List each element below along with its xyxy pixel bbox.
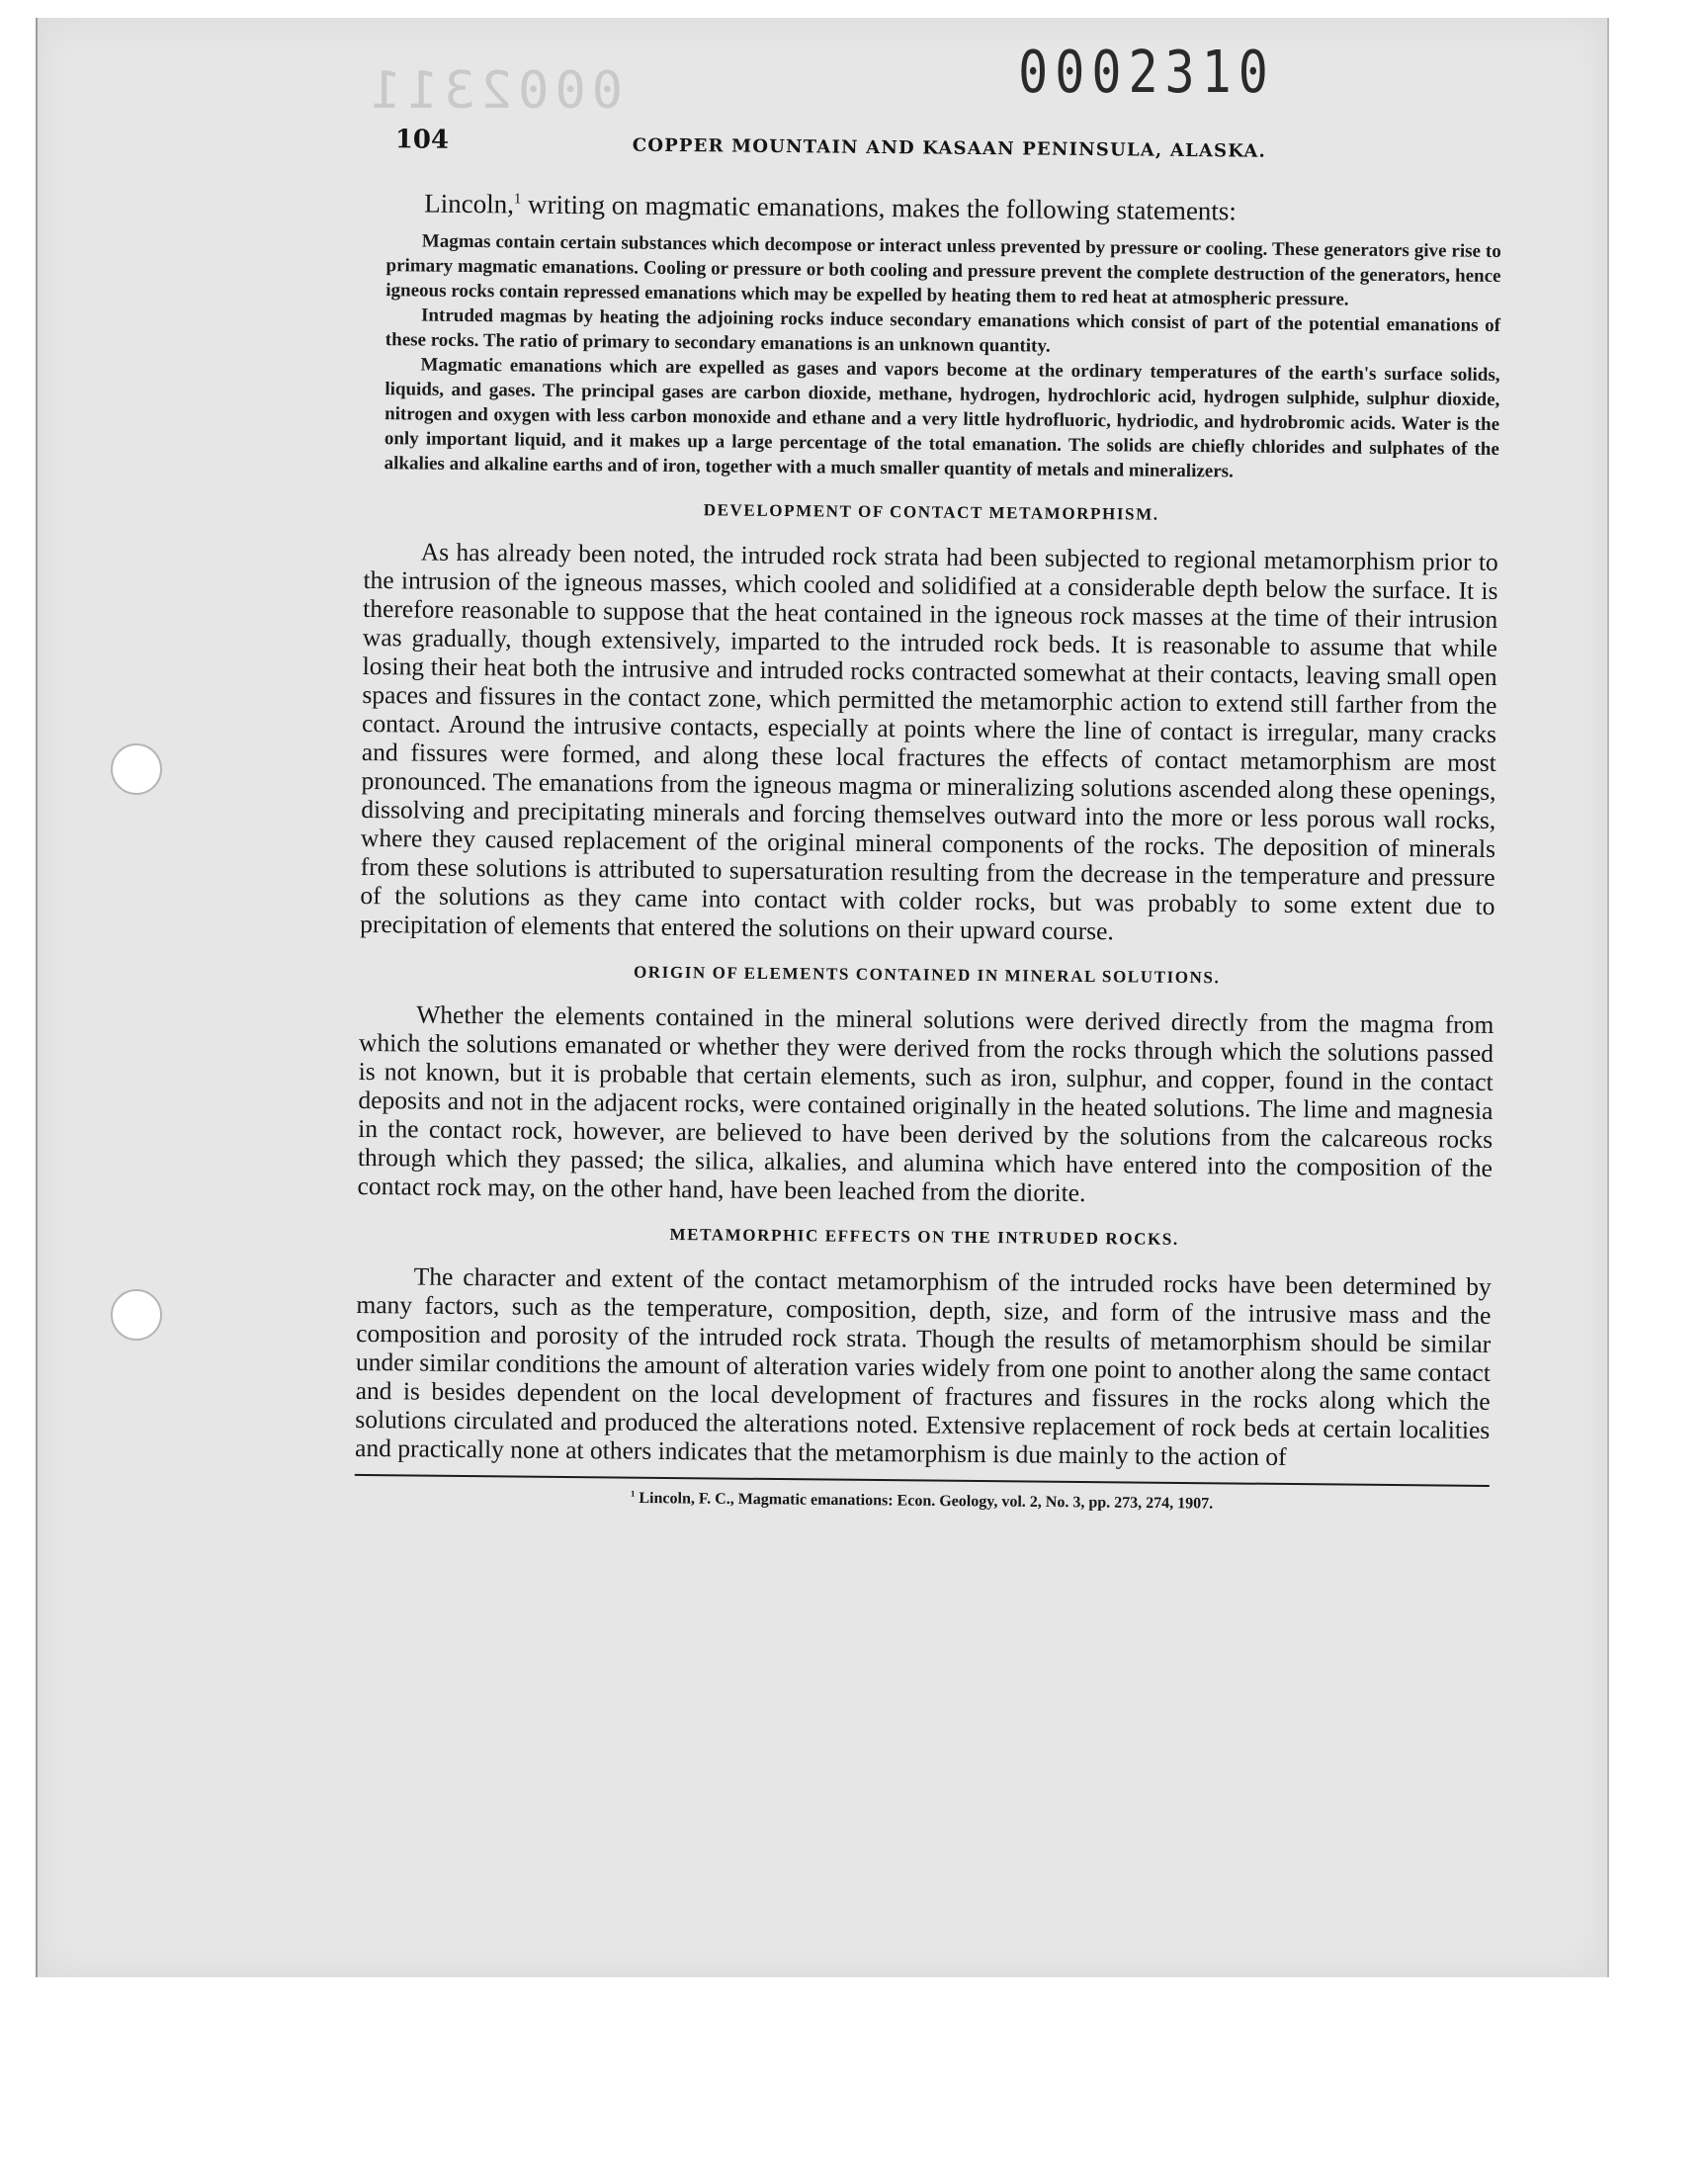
section-heading: METAMORPHIC EFFECTS ON THE INTRUDED ROCKS. [669, 1224, 1179, 1249]
section-heading: DEVELOPMENT OF CONTACT METAMORPHISM. [703, 500, 1159, 524]
punch-hole-lower [111, 1289, 162, 1341]
footnote-marker: 1 [513, 191, 522, 208]
body-paragraph: As has already been noted, the intruded rock strata had been subjected to regional metamorphism prior to the intrusion of the igneous masses, which cooled and solidified at a considerable depth below the surface. It is therefore reasonable to suppose that the heat contained in the igneous rock masses at the time of their intrusion was gradually, though extensively, imparted to the intruded rock beds. It is reasonable to assume that while losing their heat both the intrusive and intruded rocks contracted somewhat at their contacts, leaving small open spaces and fissures in the contact zone, which permitted the metamorphic action to extend still farther from the contact. Around the intrusive contacts, especially at points where the line of contact is irregular, many cracks and fissures were formed, and along these local fractures the effects of contact metamorphism are most pronounced. The emanations from the igneous magma or mineralizing solutions ascended along these openings, dissolving and precipitating minerals and forcing themselves outward into the more or less porous wall rocks, where they caused replacement of the original mineral components of the rocks. The deposition of minerals from these solutions is attributed to supersaturation resulting from the decrease in the temperature and pressure of the solutions as they came into contact with colder rocks, but was probably to some extent due to precipitation of elements that entered the solutions on their upward course. [360, 537, 1498, 946]
footnote-text: Lincoln, F. C., Magmatic emanations: Econ. Geology, vol. 2, No. 3, pp. 273, 274, 1907. [635, 1489, 1214, 1513]
footnote-rule [355, 1474, 1490, 1487]
body-paragraph: The character and extent of the contact metamorphism of the intruded rocks have been determined by many factors, such as the temperature, composition, depth, size, and form of the intrusive mass and the composition and porosity of the intruded rock strata. Though the results of metamorphism should be similar under similar conditions the amount of alteration varies widely from one point to another along the same contact and is besides dependent on the local development of fractures and fissures in the rocks along which the solutions circulated and produced the alterations noted. Extensive replacement of rock beds at certain localities and practically none at others indicates that the metamorphism is due mainly to the action of [354, 1262, 1492, 1471]
document-stamp-number: 0002310 [1018, 38, 1275, 107]
punch-hole-upper [111, 743, 162, 795]
intro-text: writing on magmatic emanations, makes the following statements: [521, 189, 1238, 226]
block-quote [384, 228, 1501, 486]
section-heading: ORIGIN OF ELEMENTS CONTAINED IN MINERAL SOLUTIONS. [633, 962, 1221, 988]
intro-author: Lincoln, [424, 188, 515, 219]
footnote-number: 1 [631, 1488, 636, 1499]
quote-paragraph: Magmatic emanations which are expelled as gases and vapors become at the ordinary temperatures of the earth's surface solids, liquids, and gases. The principal gases are carbon dioxide, methane, hydrogen, hydrochloric acid, hydrogen sulphide, sulphur dioxide, nitrogen and oxygen with less carbon monoxide and ethane and a very little hydrofluoric, hydriodic, and hydrobromic acids. Water is the only important liquid, and it makes up a large percentage of the total emanation. The solids are chiefly chlorides and sulphates of the alkalies and alkaline earths and of iron, together with a much smaller quantity of metals and mineralizers. [384, 354, 1500, 482]
quote-paragraph: Magmas contain certain substances which decompose or interact unless prevented by pressure or cooling. These generators give rise to primary magmatic emanations. Cooling or pressure or both cooling and pressure prevent the complete destruction of the generators, hence igneous rocks contain repressed emanations which may be expelled by heating them to red heat at atmospheric pressure. [385, 230, 1501, 310]
page-content [355, 119, 1502, 1516]
intro-line [424, 189, 1501, 229]
body-paragraph: Whether the elements contained in the mineral solutions were derived directly from the magma from which the solutions emanated or whether they were derived from the rocks through which the solutions passed is not known, but it is probable that certain elements, such as iron, sulphur, and copper, found in the contact deposits and not in the adjacent rocks, were contained originally in the heated solutions. The lime and magnesia in the contact rock, however, are believed to have been derived by the solutions from the calcareous rocks through which they passed; the silica, alkalies, and alumina which have entered into the composition of the contact rock may, on the other hand, have been leached from the diorite. [357, 1000, 1494, 1208]
running-title: COPPER MOUNTAIN AND KASAAN PENINSULA, ALASKA. [632, 134, 1267, 162]
quote-paragraph: Intruded magmas by heating the adjoining rocks induce secondary emanations which consist of part of the potential emanations of these rocks. The ratio of primary to secondary emanations is an unknown quantity. [384, 304, 1501, 357]
running-head [368, 119, 1502, 175]
bleed-through-stamp: 0002311 [364, 61, 623, 121]
page-number: 104 [394, 125, 450, 155]
